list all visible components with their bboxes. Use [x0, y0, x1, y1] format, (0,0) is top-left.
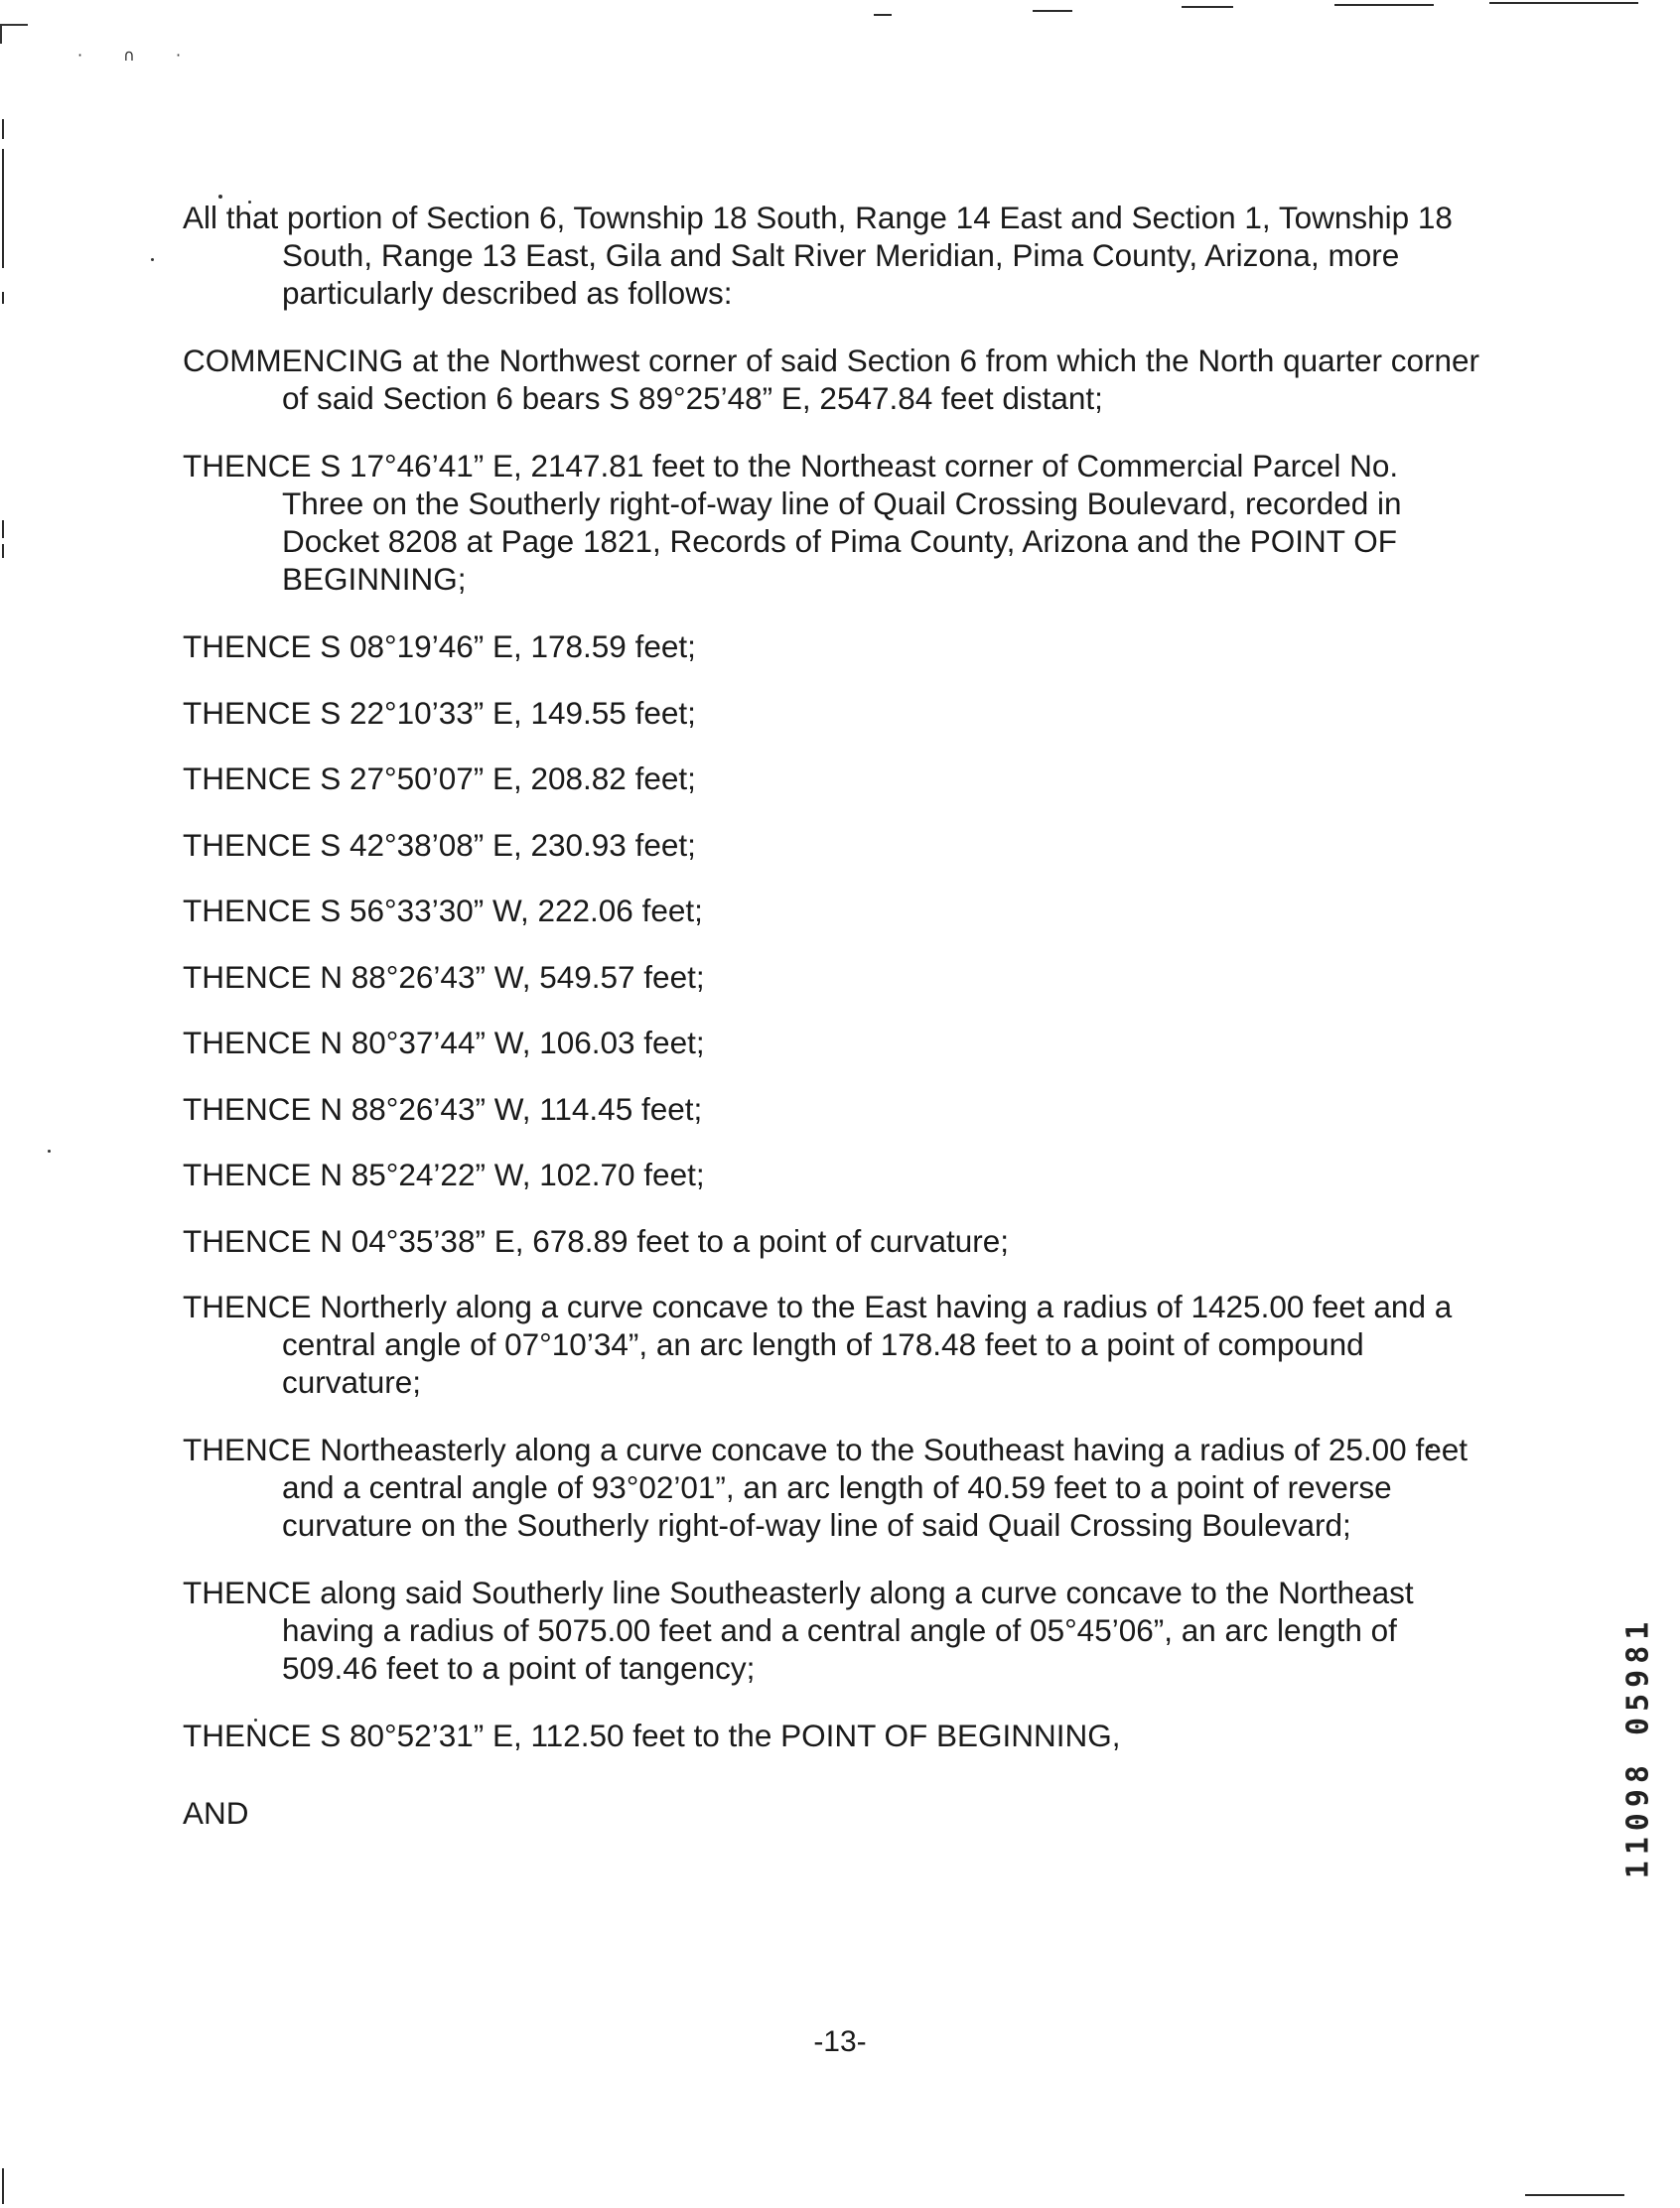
scan-line-top-1 — [874, 14, 892, 16]
scan-line-top-3 — [1182, 6, 1233, 8]
bearing-call: THENCE N 88°26’43” W, 114.45 feet; — [183, 1090, 703, 1127]
scan-line-bottom-1 — [1525, 2194, 1624, 2196]
bearing-call: THENCE S 08°19’46” E, 178.59 feet; — [183, 628, 696, 664]
bearing-call: THENCE S 42°38’08” E, 230.93 feet; — [183, 826, 696, 863]
intro-paragraph: All that portion of Section 6, Township 18 South, Range 14 East and Section 1, Township 18 South, Range 13 East, Gila and Salt River Meridian, Pima County, Arizona, more particularly described as follows: — [183, 200, 1453, 311]
bearing-call: THENCE S 27°50’07” E, 208.82 feet; — [183, 760, 696, 796]
scan-line-top-2 — [1033, 10, 1072, 12]
bearing-call: THENCE N 80°37’44” W, 106.03 feet; — [183, 1025, 705, 1060]
scan-line-top-5 — [1489, 2, 1638, 4]
curve-paragraph: THENCE Northeasterly along a curve concave to the Southeast having a radius of 25.00 feet and a central angle of 93°02’01”, an arc length of 40.59 feet to a point of reverse curvature on the Southerly right-of-way line of said Quail Crossing Boulevard; — [183, 1432, 1468, 1543]
page-number: -13- — [813, 2025, 867, 2058]
bearing-call: THENCE S 22°10’33” E, 149.55 feet; — [183, 694, 696, 731]
curve-paragraph: THENCE along said Southerly line Southeasterly along a curve concave to the Northeast having a radius of 5075.00 feet and a central angle of 05°45’06”, an arc length of 509.46 feet to a point of tangency; — [183, 1575, 1414, 1686]
scan-line-left-1 — [2, 119, 4, 139]
closing-call: THENCE S 80°52’31” E, 112.50 feet to the POINT OF BEGINNING, — [183, 1718, 1121, 1753]
scan-line-left-2 — [2, 149, 4, 268]
scan-line-top-4 — [1334, 4, 1434, 6]
scan-line-left-6 — [2, 2168, 4, 2204]
commencing-paragraph: COMMENCING at the Northwest corner of said Section 6 from which the North quarter corner of said Section 6 bears S 89°25’48” E, 2547.84 feet distant; — [183, 343, 1479, 416]
stamp-number: 11098 05981 — [1620, 1615, 1656, 1879]
bearing-call: THENCE S 56°33’30” W, 222.06 feet; — [183, 893, 703, 928]
conjunction-and: AND — [183, 1795, 249, 1831]
scan-line-left-5 — [2, 544, 4, 558]
curve-paragraph: THENCE Northerly along a curve concave to the East having a radius of 1425.00 feet and a central angle of 07°10’34”, an arc length of 178.48 feet to a point of compound curvature; — [183, 1289, 1453, 1400]
header-marks: · ∩ · — [77, 46, 200, 65]
recording-stamp — [1609, 1569, 1668, 1926]
scan-corner-mark — [0, 24, 28, 44]
bearing-call: THENCE N 85°24’22” W, 102.70 feet; — [183, 1157, 705, 1192]
bearing-call: THENCE N 04°35’38” E, 678.89 feet to a point of curvature; — [183, 1222, 1010, 1259]
scan-speck-4 — [48, 1150, 51, 1153]
bearing-call: THENCE N 88°26’43” W, 549.57 feet; — [183, 958, 705, 995]
scan-line-left-4 — [2, 520, 4, 538]
legal-description — [183, 199, 1479, 1861]
scan-line-left-3 — [2, 292, 4, 304]
point-of-beginning-paragraph: THENCE S 17°46’41” E, 2147.81 feet to the Northeast corner of Commercial Parcel No. Three on the Southerly right-of-way line of Quail Crossing Boulevard, recorded in Docket 8208 at Page 1821, Records of Pima County, Arizona and the POINT OF BEGINNING; — [183, 448, 1402, 597]
scan-speck-3 — [151, 258, 154, 261]
